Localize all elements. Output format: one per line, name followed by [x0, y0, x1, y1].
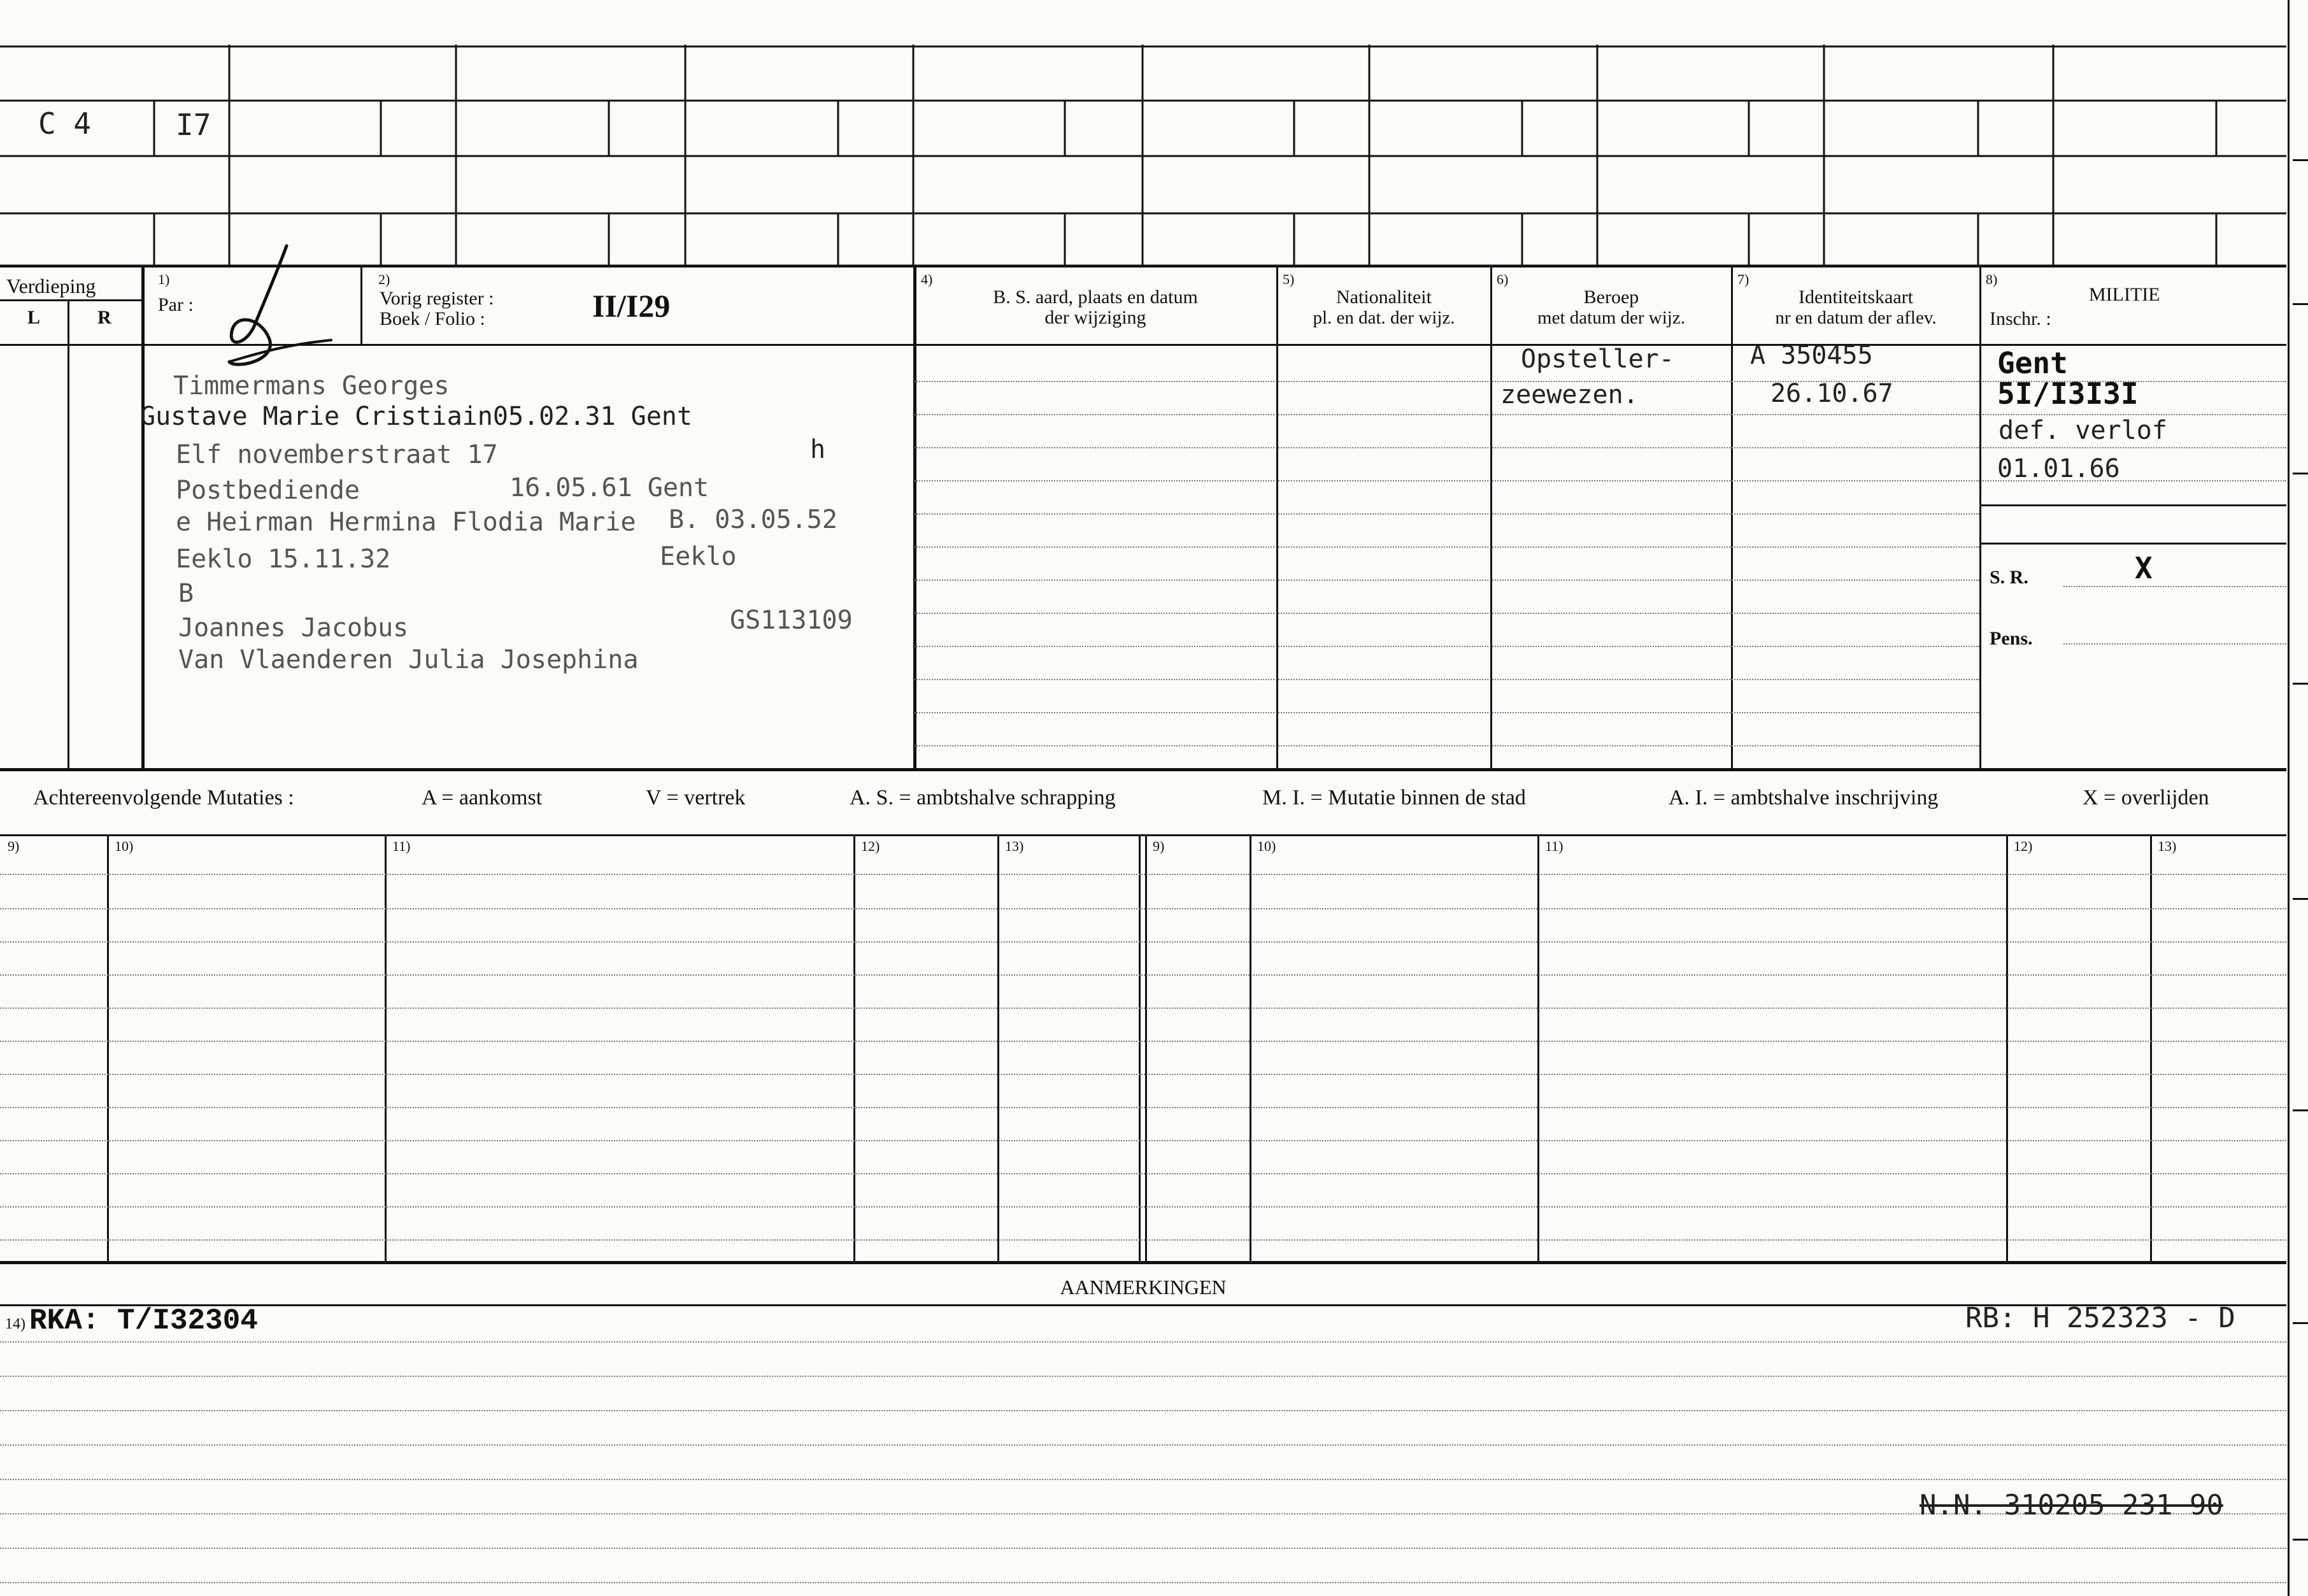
col-num-6: 6)	[1497, 271, 1509, 287]
col-num-7: 7)	[1737, 271, 1749, 287]
col-divider-id	[1731, 267, 1733, 768]
remarks-line	[0, 1479, 2286, 1480]
mut-col-line	[1139, 834, 1141, 1261]
col-num-8: 8)	[1986, 271, 1998, 287]
mut-col-line	[1145, 834, 1147, 1261]
legend-mi: M. I. = Mutatie binnen de stad	[1262, 786, 1526, 809]
grid-row-line	[915, 613, 1979, 614]
grid-row-line	[915, 513, 1979, 515]
person-line-5: e Heirman Hermina Flodia Marie	[176, 508, 636, 537]
mut-row-line	[0, 1008, 2286, 1009]
mut-col-line	[853, 834, 855, 1261]
remarks-top-line	[0, 1304, 2286, 1306]
mut-col-line	[107, 834, 109, 1261]
id-value-2: 26.10.67	[1770, 379, 1893, 408]
verdieping-r-header: R	[97, 307, 111, 328]
person-line-2: Gustave Marie Cristiain05.02.31 Gent	[140, 402, 692, 431]
margin-tick	[2293, 1109, 2308, 1111]
militie-value-3: def. verlof	[1998, 416, 2167, 445]
mut-header-12b: 12)	[2014, 838, 2033, 854]
person-line-7: B	[178, 579, 194, 608]
person-line-3: Elf novemberstraat 17	[176, 440, 498, 469]
beroep-header-line2: met datum der wijz.	[1537, 308, 1685, 328]
mut-row-line	[0, 1140, 2286, 1141]
remarks-num: 14)	[5, 1316, 25, 1332]
grid-row-line	[915, 447, 1979, 448]
militie-header: MILITIE	[2089, 284, 2160, 305]
person-code: GS113109	[730, 606, 853, 635]
col-num-1: 1)	[158, 271, 170, 287]
mut-row-line	[0, 1041, 2286, 1042]
grid-row-line	[915, 480, 1979, 481]
grid-row-line	[915, 679, 1979, 680]
beroep-value-2: zeewezen.	[1500, 380, 1639, 410]
sr-line	[2063, 586, 2286, 587]
remarks-line	[0, 1444, 2286, 1446]
mut-col-line	[2006, 834, 2008, 1261]
col-divider-beroep	[1490, 267, 1492, 768]
pens-line	[2063, 643, 2286, 645]
person-date-1: 16.05.61 Gent	[509, 473, 709, 502]
mut-row-line	[0, 1074, 2286, 1075]
militie-value-4: 01.01.66	[1997, 454, 2120, 483]
grid-row-line	[1981, 447, 2286, 448]
militie-sr-label: S. R.	[1990, 567, 2028, 588]
par-label: Par :	[158, 294, 194, 315]
legend-v: V = vertrek	[646, 786, 746, 809]
remarks-line	[0, 1376, 2286, 1377]
mut-col-line	[997, 834, 999, 1261]
header-code: C 4	[38, 106, 92, 141]
mut-col-line	[385, 834, 387, 1261]
militie-inschr-label: Inschr. :	[1990, 308, 2051, 329]
person-line-1: Timmermans Georges	[173, 371, 450, 401]
mut-row-line	[0, 1206, 2286, 1208]
militie-pens-label: Pens.	[1990, 628, 2033, 649]
margin-tick	[2293, 1322, 2308, 1324]
remarks-nn: N.N. 310205 231 90	[1920, 1489, 2223, 1521]
col-divider-par-vorig	[360, 267, 362, 344]
person-h-mark: h	[810, 435, 826, 464]
beroep-value-1: Opsteller-	[1521, 345, 1674, 374]
mut-header-12: 12)	[861, 838, 880, 854]
legend-title: Achtereenvolgende Mutaties :	[33, 786, 294, 809]
remarks-line	[0, 1341, 2286, 1343]
nat-header-line2: pl. en dat. der wijz.	[1313, 308, 1455, 328]
bs-header-line1: B. S. aard, plaats en datum	[993, 287, 1198, 308]
col-divider-nat	[1276, 267, 1278, 768]
mutations-top-line	[0, 834, 2286, 836]
mut-col-line	[1250, 834, 1251, 1261]
mut-row-line	[0, 941, 2286, 943]
remarks-line	[0, 1548, 2286, 1549]
beroep-header-line1: Beroep	[1583, 287, 1639, 308]
militie-separator	[1979, 504, 2286, 506]
mut-row-line	[0, 908, 2286, 909]
verdieping-header: Verdieping	[6, 274, 96, 297]
mut-col-line	[2150, 834, 2152, 1261]
person-place-2: Eeklo	[660, 542, 737, 571]
par-signature	[191, 242, 357, 369]
col-divider-bs	[913, 267, 916, 768]
legend-x: X = overlijden	[2083, 786, 2209, 809]
col-num-2: 2)	[378, 271, 390, 287]
margin-tick	[2293, 1539, 2308, 1541]
mut-header-9b: 9)	[1153, 838, 1165, 854]
grid-row-line	[915, 546, 1979, 548]
person-line-4: Postbediende	[176, 476, 360, 505]
mut-header-10: 10)	[115, 838, 134, 854]
col-divider-L-R	[68, 299, 69, 768]
grid-row-line	[915, 712, 1979, 713]
margin-tick	[2293, 303, 2308, 305]
col-divider-militie	[1979, 267, 1981, 768]
person-line-6: Eeklo 15.11.32	[176, 545, 391, 574]
vorig-register-value: II/I29	[592, 288, 671, 324]
mut-header-13b: 13)	[2158, 838, 2177, 854]
main-section-bottom-line	[0, 768, 2286, 771]
col-divider-verdieping	[141, 267, 145, 768]
militie-separator	[1979, 543, 2286, 545]
legend-a: A = aankomst	[422, 786, 543, 809]
remarks-line	[0, 1582, 2286, 1583]
margin-tick	[2293, 159, 2308, 161]
mut-header-11b: 11)	[1545, 838, 1564, 854]
mut-row-line	[0, 1107, 2286, 1108]
mut-row-line	[0, 1173, 2286, 1174]
bs-header-line2: der wijziging	[1044, 307, 1146, 328]
person-line-8: Joannes Jacobus	[178, 613, 409, 643]
mut-row-line	[0, 874, 2286, 875]
header-grid	[0, 45, 2286, 267]
mutations-bottom-line	[0, 1261, 2286, 1264]
legend-as: A. S. = ambtshalve schrapping	[850, 786, 1116, 809]
remarks-line	[0, 1410, 2286, 1411]
mut-header-9: 9)	[8, 838, 20, 854]
margin-tick	[2293, 473, 2308, 474]
legend-ai: A. I. = ambtshalve inschrijving	[1669, 786, 1939, 809]
vorig-register-label: Vorig register :	[380, 288, 494, 309]
grid-row-line	[915, 580, 1979, 581]
militie-value-1: Gent	[1997, 346, 2068, 380]
person-line-9: Van Vlaenderen Julia Josephina	[178, 645, 639, 674]
id-value-1: A 350455	[1750, 341, 1873, 370]
person-date-2: B. 03.05.52	[669, 505, 837, 534]
mut-row-line	[0, 974, 2286, 976]
grid-row-line	[915, 646, 1979, 647]
verdieping-l-header: L	[27, 307, 40, 328]
verdieping-sub-line	[0, 299, 141, 301]
margin-tick	[2293, 683, 2308, 685]
id-header-line2: nr en datum der aflev.	[1775, 308, 1937, 328]
remarks-rb: RB: H 252323 - D	[1965, 1302, 2235, 1334]
col-num-5: 5)	[1283, 271, 1295, 287]
boek-folio-label: Boek / Folio :	[380, 308, 485, 329]
mut-header-11: 11)	[392, 838, 411, 854]
mut-header-13: 13)	[1005, 838, 1024, 854]
id-header-line1: Identiteitskaart	[1799, 287, 1913, 308]
mut-row-line	[0, 1239, 2286, 1241]
sr-value: X	[2135, 551, 2153, 585]
remarks-title: AANMERKINGEN	[1060, 1276, 1227, 1299]
nat-header-line1: Nationaliteit	[1336, 287, 1432, 308]
col-num-4: 4)	[921, 271, 933, 287]
header-number: I7	[176, 108, 211, 142]
militie-value-2: 5I/I3I3I	[1997, 376, 2139, 411]
grid-row-line	[915, 414, 1979, 415]
grid-row-line	[915, 745, 1979, 746]
mut-header-10b: 10)	[1257, 838, 1276, 854]
right-border	[2288, 0, 2290, 1596]
mut-col-line	[1537, 834, 1539, 1261]
margin-tick	[2293, 898, 2308, 900]
remarks-rka: RKA: T/I32304	[29, 1304, 258, 1337]
